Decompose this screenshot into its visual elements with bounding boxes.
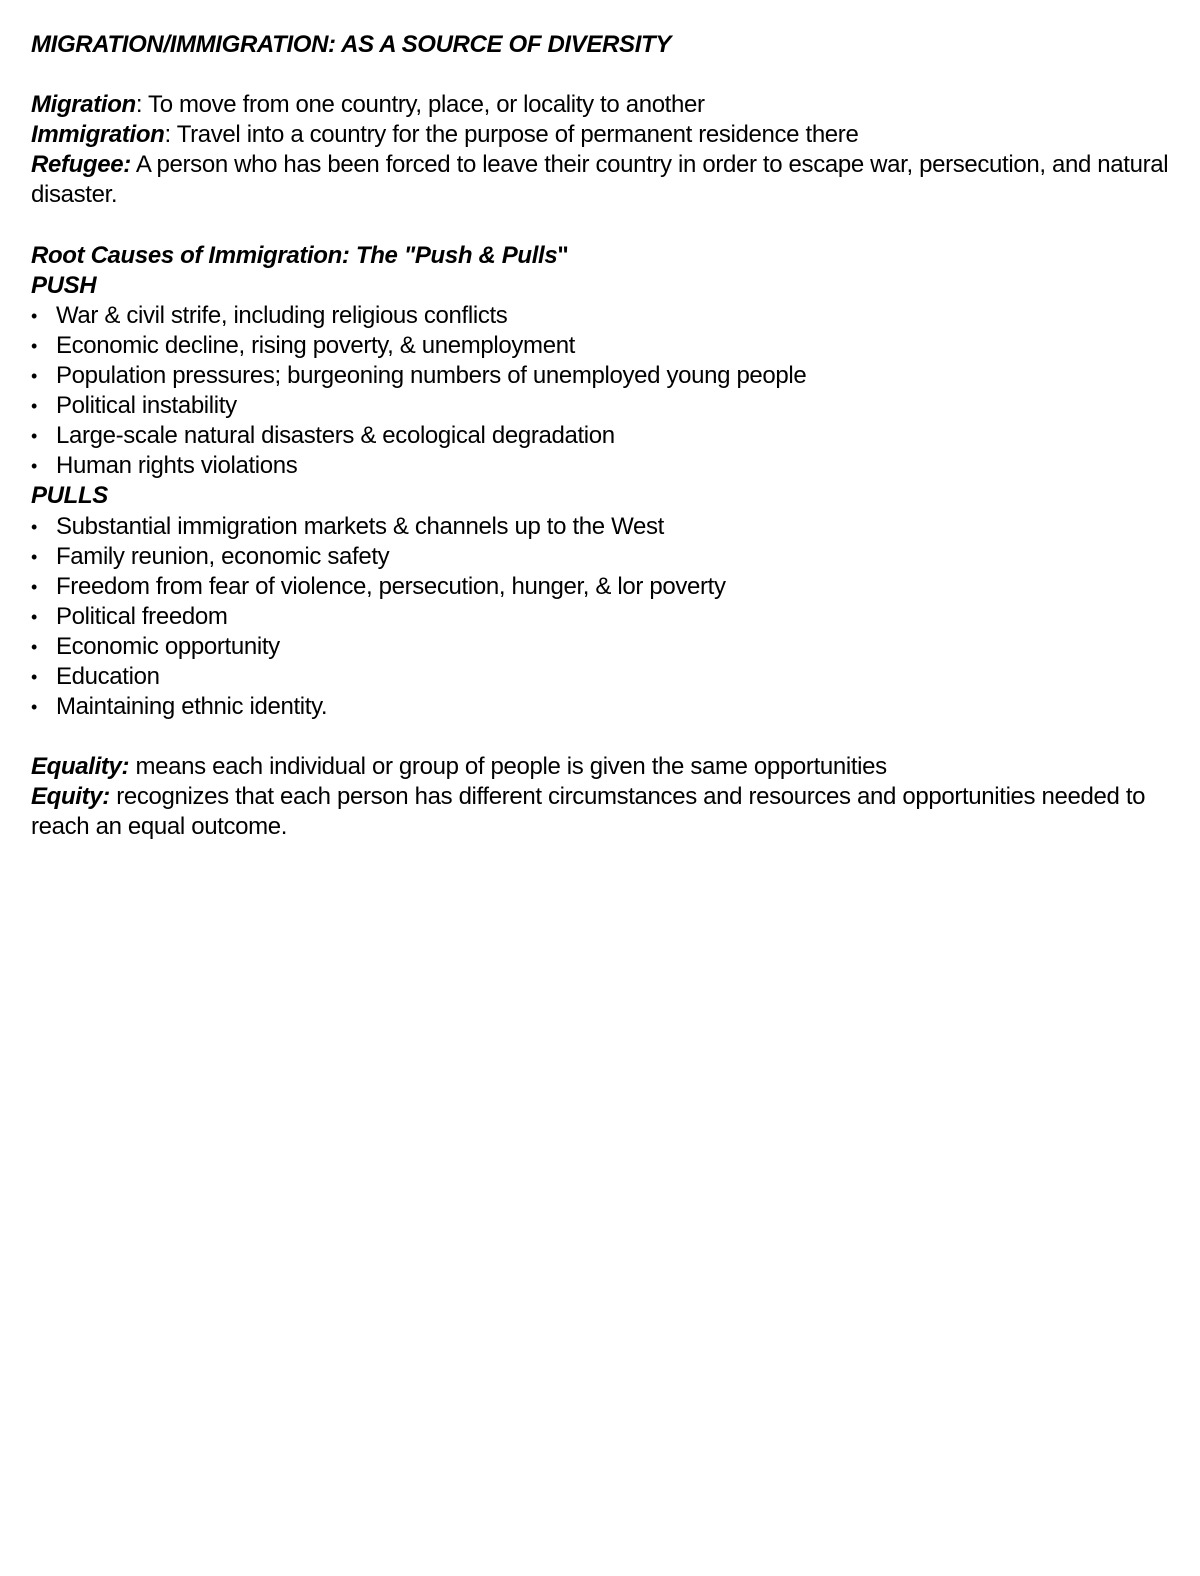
bullet-icon: •	[31, 456, 37, 477]
definition-term: Migration	[31, 91, 136, 119]
list-item	[31, 632, 1171, 662]
definition-term: Equity:	[31, 783, 110, 811]
pulls-list	[31, 512, 1171, 723]
definition-separator: :	[135, 91, 143, 119]
definition-equality	[31, 752, 1171, 782]
push-label: PUSH	[31, 271, 97, 299]
list-item-text: Population pressures; burgeoning numbers of unemployed young people	[56, 362, 807, 390]
list-item	[31, 451, 1171, 481]
definition-immigration	[31, 120, 1171, 150]
list-item-text: Freedom from fear of violence, persecution, hunger, & lor poverty	[56, 572, 726, 600]
definition-refugee	[31, 150, 1171, 210]
list-item	[31, 301, 1171, 331]
list-item	[31, 421, 1171, 451]
list-item	[31, 542, 1171, 572]
definition-text: To move from one country, place, or locality to another	[142, 91, 705, 119]
list-item-text: Political freedom	[56, 602, 228, 630]
list-item	[31, 331, 1171, 361]
list-item	[31, 512, 1171, 542]
bullet-icon: •	[31, 666, 37, 687]
spacer	[31, 211, 1171, 241]
bullet-icon: •	[31, 366, 37, 387]
list-item-text: Economic decline, rising poverty, & unemployment	[56, 331, 576, 359]
list-item-text: Substantial immigration markets & channels up to the West	[56, 512, 664, 540]
bullet-icon: •	[31, 516, 37, 537]
list-item	[31, 692, 1171, 722]
root-causes-heading-prefix: Root Causes of Immigration: The "	[31, 241, 415, 269]
bullet-icon: •	[31, 636, 37, 657]
bullet-icon: •	[31, 606, 37, 627]
definition-separator: :	[164, 121, 171, 149]
list-item-text: Education	[56, 662, 160, 690]
list-item	[31, 572, 1171, 602]
definition-equity	[31, 782, 1171, 842]
bullet-icon: •	[31, 305, 37, 326]
list-item	[31, 391, 1171, 421]
definition-text: means each individual or group of people is given the same opportunities	[129, 753, 887, 781]
bullet-icon: •	[31, 426, 37, 447]
document-title: MIGRATION/IMMIGRATION: AS A SOURCE OF DIVERSITY	[31, 31, 671, 58]
list-item-text: Large-scale natural disasters & ecological degradation	[56, 422, 615, 450]
bullet-icon: •	[31, 576, 37, 597]
list-item-text: Economic opportunity	[56, 632, 280, 660]
definition-term: Refugee:	[31, 151, 131, 179]
definition-migration	[31, 90, 1171, 120]
list-item	[31, 662, 1171, 692]
definition-term: Immigration	[31, 121, 165, 149]
bullet-icon: •	[31, 546, 37, 567]
bullet-icon: •	[31, 697, 37, 718]
root-causes-heading-emphasis: Push & Pulls	[414, 241, 558, 269]
definition-term: Equality:	[31, 753, 130, 781]
list-item-text: Family reunion, economic safety	[56, 542, 390, 570]
definition-text: Travel into a country for the purpose of permanent residence there	[170, 121, 859, 149]
definition-text: recognizes that each person has different circumstances and resources and opportunities needed to reach an equal outcome.	[31, 783, 1146, 841]
list-item-text: War & civil strife, including religious conflicts	[56, 301, 508, 329]
list-item-text: Maintaining ethnic identity.	[56, 693, 328, 721]
spacer	[31, 60, 1171, 90]
list-item	[31, 361, 1171, 391]
list-item-text: Political instability	[56, 392, 237, 420]
bullet-icon: •	[31, 396, 37, 417]
root-causes-heading-suffix: "	[557, 241, 569, 269]
pulls-label: PULLS	[31, 482, 108, 510]
list-item	[31, 602, 1171, 632]
bullet-icon: •	[31, 335, 37, 356]
spacer	[31, 722, 1171, 752]
push-list	[31, 301, 1171, 482]
list-item-text: Human rights violations	[56, 452, 298, 480]
document-page	[31, 30, 1171, 843]
definition-text: A person who has been forced to leave their country in order to escape war, persecution, and natural disaster.	[31, 151, 1169, 209]
root-causes-heading	[31, 241, 1171, 271]
